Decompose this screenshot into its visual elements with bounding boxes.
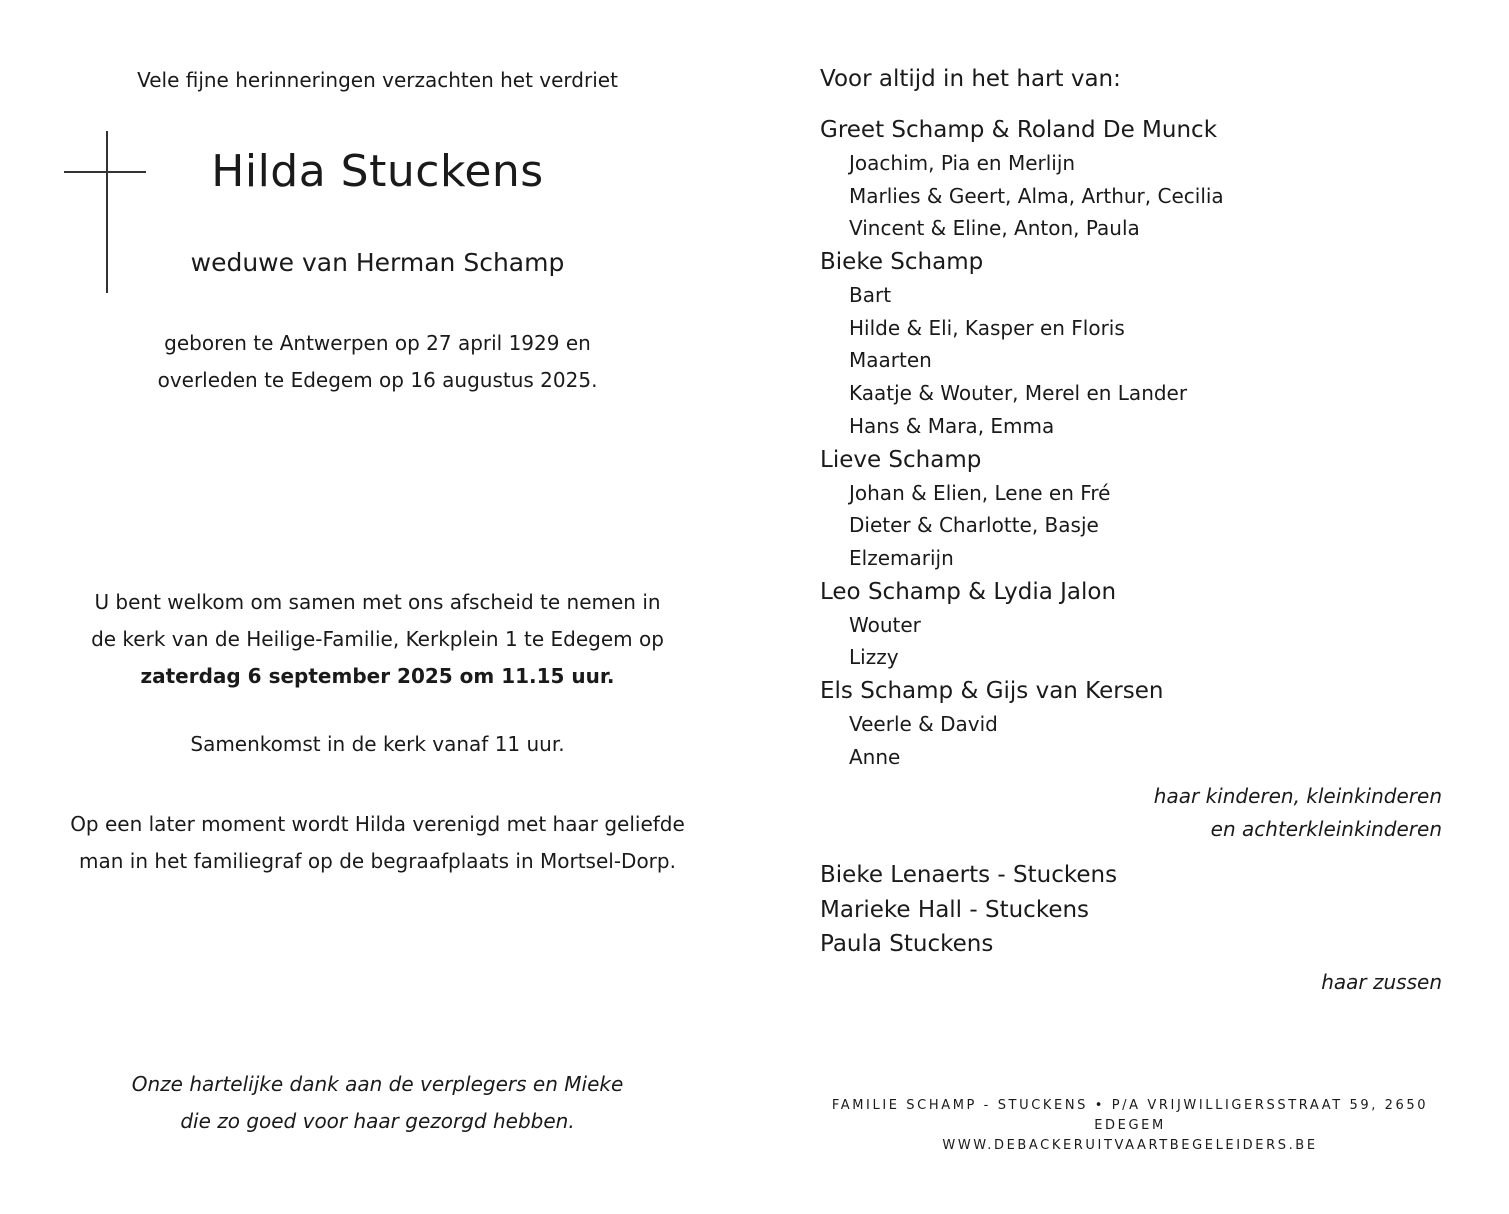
- family-group: [820, 674, 1460, 773]
- relation-sisters: haar zussen: [1321, 970, 1442, 994]
- family-parent: Els Schamp & Gijs van Kersen: [820, 677, 1164, 704]
- family-child: Bart: [849, 283, 892, 308]
- mourners-heading: Voor altijd in het hart van:: [820, 66, 1121, 92]
- family-child: Dieter & Charlotte, Basje: [849, 513, 1099, 538]
- family-child: Wouter: [849, 612, 921, 637]
- family-child: Marlies & Geert, Alma, Arthur, Cecilia: [849, 183, 1224, 208]
- family-group: [820, 113, 1460, 245]
- family-parent: Lieve Schamp: [820, 446, 982, 473]
- sister-name: Paula Stuckens: [820, 931, 994, 957]
- sisters-list: [820, 858, 1117, 962]
- invitation-text: [0, 584, 755, 695]
- ceremony-date: zaterdag 6 september 2025 om 11.15 uur.: [140, 664, 615, 688]
- family-child: Johan & Elien, Lene en Fré: [849, 480, 1111, 505]
- right-page: [820, 0, 1460, 1214]
- motto: Vele fijne herinneringen verzachten het verdriet: [137, 68, 618, 92]
- sister-name: Bieke Lenaerts - Stuckens: [820, 862, 1118, 888]
- invite-line-1: U bent welkom om samen met ons afscheid te nemen in: [94, 590, 661, 614]
- born-line: geboren te Antwerpen op 27 april 1929 en: [164, 331, 591, 355]
- meeting-text: Samenkomst in de kerk vanaf 11 uur.: [190, 732, 565, 756]
- family-child: Vincent & Eline, Anton, Paula: [849, 216, 1140, 241]
- burial-text: [0, 806, 755, 880]
- footer: [820, 1096, 1440, 1156]
- family-group: [820, 245, 1460, 442]
- family-child: Hilde & Eli, Kasper en Floris: [849, 315, 1125, 340]
- family-parent: Bieke Schamp: [820, 249, 984, 276]
- died-line: overleden te Edegem op 16 augustus 2025.: [157, 368, 598, 392]
- family-child: Joachim, Pia en Merlijn: [849, 151, 1076, 175]
- family-parent: Greet Schamp & Roland De Munck: [820, 117, 1218, 143]
- footer-address: FAMILIE SCHAMP - STUCKENS • P/A VRIJWILLIGERSSTRAAT 59, 2650 EDEGEM: [831, 1098, 1429, 1133]
- family-child: Elzemarijn: [849, 545, 954, 570]
- family-child: Veerle & David: [849, 711, 998, 736]
- footer-website: WWW.DEBACKERUITVAARTBEGELEIDERS.BE: [942, 1138, 1318, 1153]
- thanks-line-2: die zo goed voor haar gezorgd hebben.: [180, 1109, 575, 1133]
- family-child: Maarten: [849, 348, 932, 373]
- burial-line-1: Op een later moment wordt Hilda verenigd met haar geliefde: [70, 812, 685, 836]
- family-child: Lizzy: [849, 645, 899, 670]
- family-group: [820, 443, 1460, 575]
- family-parent: Leo Schamp & Lydia Jalon: [820, 578, 1117, 605]
- invite-line-2: de kerk van de Heilige-Familie, Kerkplein 1 te Edegem op: [91, 627, 664, 651]
- relation-line-2: en achterkleinkinderen: [1210, 817, 1442, 841]
- thanks-line-1: Onze hartelijke dank aan de verplegers en Mieke: [131, 1072, 624, 1096]
- burial-line-2: man in het familiegraf op de begraafplaats in Mortsel-Dorp.: [79, 849, 676, 873]
- widow-line: weduwe van Herman Schamp: [190, 248, 565, 277]
- family-child: Kaatje & Wouter, Merel en Lander: [849, 381, 1188, 406]
- relation-line-1: haar kinderen, kleinkinderen: [1153, 784, 1442, 808]
- birth-death-text: [0, 325, 755, 399]
- family-list: [820, 113, 1460, 773]
- sister-name: Marieke Hall - Stuckens: [820, 896, 1090, 923]
- relation-children: [820, 780, 1442, 846]
- thanks-text: [0, 1066, 755, 1140]
- deceased-name: Hilda Stuckens: [211, 146, 544, 197]
- family-child: Anne: [849, 744, 901, 769]
- family-group: [820, 575, 1460, 674]
- family-child: Hans & Mara, Emma: [849, 413, 1055, 438]
